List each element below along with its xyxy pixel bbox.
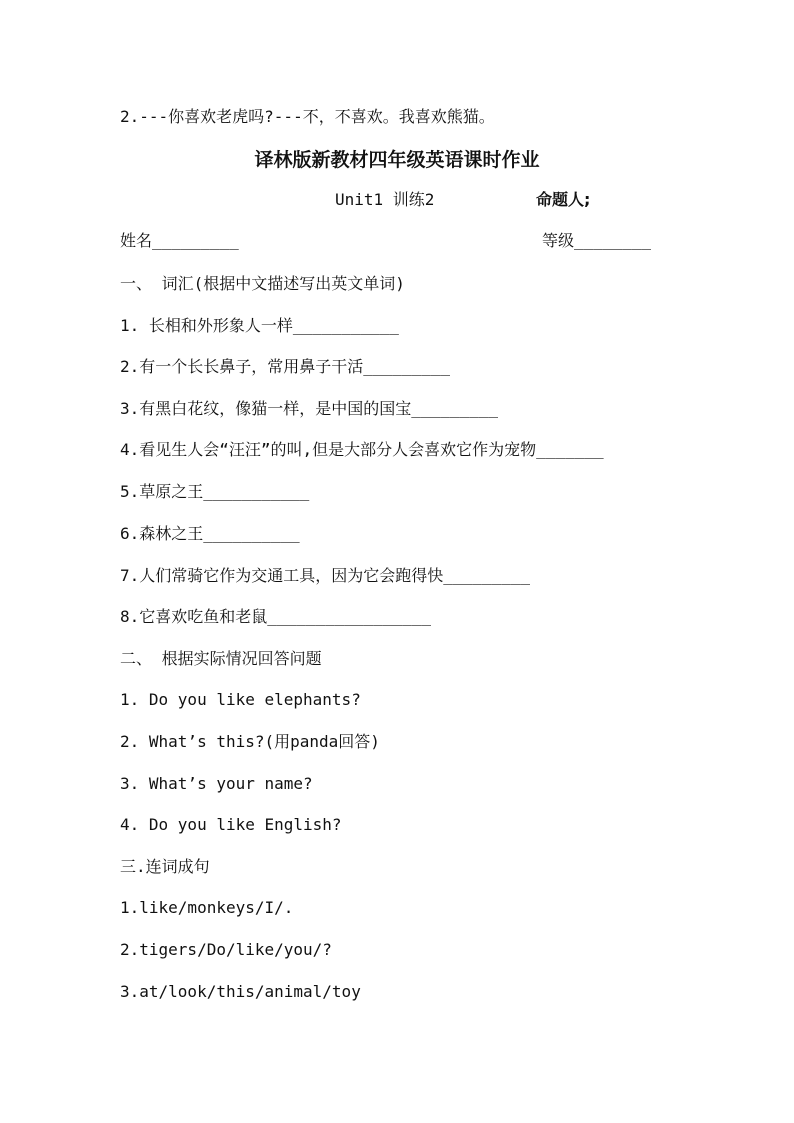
question-item: 3. What’s your name? xyxy=(120,774,313,793)
vocab-item: 7.人们常骑它作为交通工具，因为它会跑得快_________ xyxy=(120,566,530,585)
section2-heading: 二、 根据实际情况回答问题 xyxy=(120,649,322,668)
vocab-item: 2.有一个长长鼻子，常用鼻子干活_________ xyxy=(120,357,450,376)
vocab-item: 6.森林之王__________ xyxy=(120,524,300,543)
question-item: 2. What’s this?(用panda回答) xyxy=(120,732,380,751)
grade-field-label: 等级________ xyxy=(542,231,652,250)
vocab-item: 5.草原之王___________ xyxy=(120,482,310,501)
vocab-item: 4.看见生人会“汪汪”的叫,但是大部分人会喜欢它作为宠物_______ xyxy=(120,440,604,459)
word-order-item: 1.like/monkeys/I/. xyxy=(120,898,294,917)
unit-label: Unit1 训练2 xyxy=(335,190,435,209)
vocab-item: 1. 长相和外形象人一样___________ xyxy=(120,316,399,335)
vocab-item: 8.它喜欢吃鱼和老鼠_________________ xyxy=(120,607,432,626)
prev-question-item: 2.---你喜欢老虎吗?---不，不喜欢。我喜欢熊猫。 xyxy=(120,107,495,126)
section3-heading: 三.连词成句 xyxy=(120,857,210,876)
word-order-item: 3.at/look/this/animal/toy xyxy=(120,982,361,1001)
section1-heading: 一、 词汇(根据中文描述写出英文单词) xyxy=(120,274,405,293)
name-field-label: 姓名_________ xyxy=(120,231,239,250)
vocab-item: 3.有黑白花纹，像猫一样，是中国的国宝_________ xyxy=(120,399,498,418)
author-label: 命题人; xyxy=(536,190,591,209)
word-order-item: 2.tigers/Do/like/you/? xyxy=(120,940,332,959)
question-item: 1. Do you like elephants? xyxy=(120,690,361,709)
worksheet-title: 译林版新教材四年级英语课时作业 xyxy=(254,149,540,171)
question-item: 4. Do you like English? xyxy=(120,815,342,834)
